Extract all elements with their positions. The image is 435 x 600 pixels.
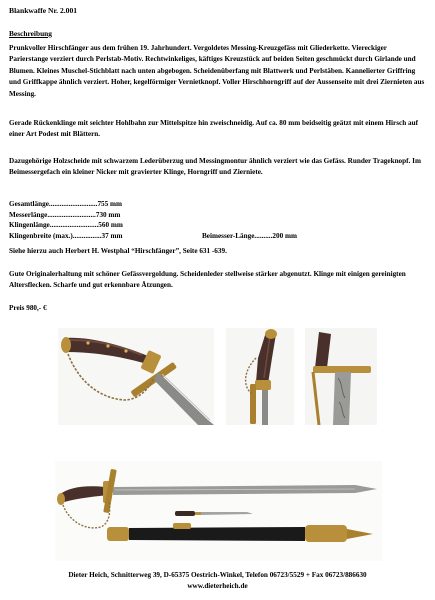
spec-value: 200 mm [272, 231, 297, 240]
spec-value: 755 mm [97, 200, 123, 208]
spec-row-total-length [9, 199, 329, 210]
photo-complete-set [55, 461, 382, 561]
footer-address: Dieter Heich, Schnitterweg 39, D-65375 Oestrich-Winkel, Telefon 06723/5529 + Fax 06723/886630 [68, 571, 367, 579]
document-title: Blankwaffe Nr. 2.001 [9, 6, 78, 15]
footer-website: www.dieterheich.de [187, 582, 248, 590]
spec-label: Klingenlänge........................... [9, 221, 99, 230]
spec-value: 730 mm [95, 210, 121, 219]
spec-value: 560 mm [98, 221, 123, 230]
blade-paragraph: Gerade Rückenklinge mit seichter Hohlbahn zur Mittelspitze hin zweischneidig. Auf ca. 80 mm beidseitig geätzt mit einem Hirsch auf einer Art Podest mit Blättern. [9, 119, 418, 139]
spec-row-knife-length [9, 210, 329, 221]
condition-paragraph: Gute Originalerhaltung mit schöner Gefässvergoldung. Scheidenleder stellweise stärker abgenutzt. Klinge mit einigen gereinigten Altersflecken. Scharfe und gut erkennbare Ätzungen. [9, 270, 406, 290]
spec-label: Gesamtlänge........................... [9, 200, 98, 208]
price-label: Preis 980,- € [9, 304, 47, 312]
scabbard-paragraph: Dazugehörige Holzscheide mit schwarzem Lederüberzug und Messingmontur ähnlich verziert wie das Gefäss. Runder Trageknopf. Im Beimessergefach ein kleiner Nicker mit gravierter Klinge, Horngriff und Ziernïete. [9, 157, 421, 177]
photo-blade-etching [305, 328, 377, 425]
specifications-list [9, 199, 329, 241]
spec-row-blade-length [9, 220, 329, 231]
photo-grip-detail [226, 328, 294, 425]
spec-label: Klingenbreite (max.)................ [9, 231, 102, 240]
literature-reference: Siehe hierzu auch Herbert H. Westphal “Hirschfänger”, Seite 631 -639. [9, 247, 227, 255]
description-paragraph: Prunkvoller Hirschfänger aus dem frühen 19. Jahrhundert. Vergoldetes Messing-Kreuzgefäss mit Gliederkette. Viereckiger Parierstange verziert durch Perlstab-Motiv. Rechtwinkeliges, käftiges Kreuzstück auf beiden Seiten geschmückt durch Girlande und Blumen. Kleines Muschel-Stichblatt nach unten abgebogen. Scheidenüberfang mit Blattwerk und Perlstäben. Kannelierter Griffring und Griffkappe ähnlich verziert. Hoher, kegelförmiger Vernietknopf. Voller Hirschhorngriff auf der Aussenseite mit drei Ziernieten aus Messing. [9, 44, 425, 98]
photo-hilt-with-chain [58, 328, 214, 425]
spec-value: 37 mm [101, 231, 123, 240]
spec-extra-side-knife [202, 231, 297, 242]
spec-label: Beimesser-Länge.......... [202, 231, 273, 240]
spec-row-blade-width [9, 231, 329, 242]
spec-label: Messerlänge........................... [9, 210, 96, 219]
section-heading-description: Beschreibung [9, 29, 52, 38]
